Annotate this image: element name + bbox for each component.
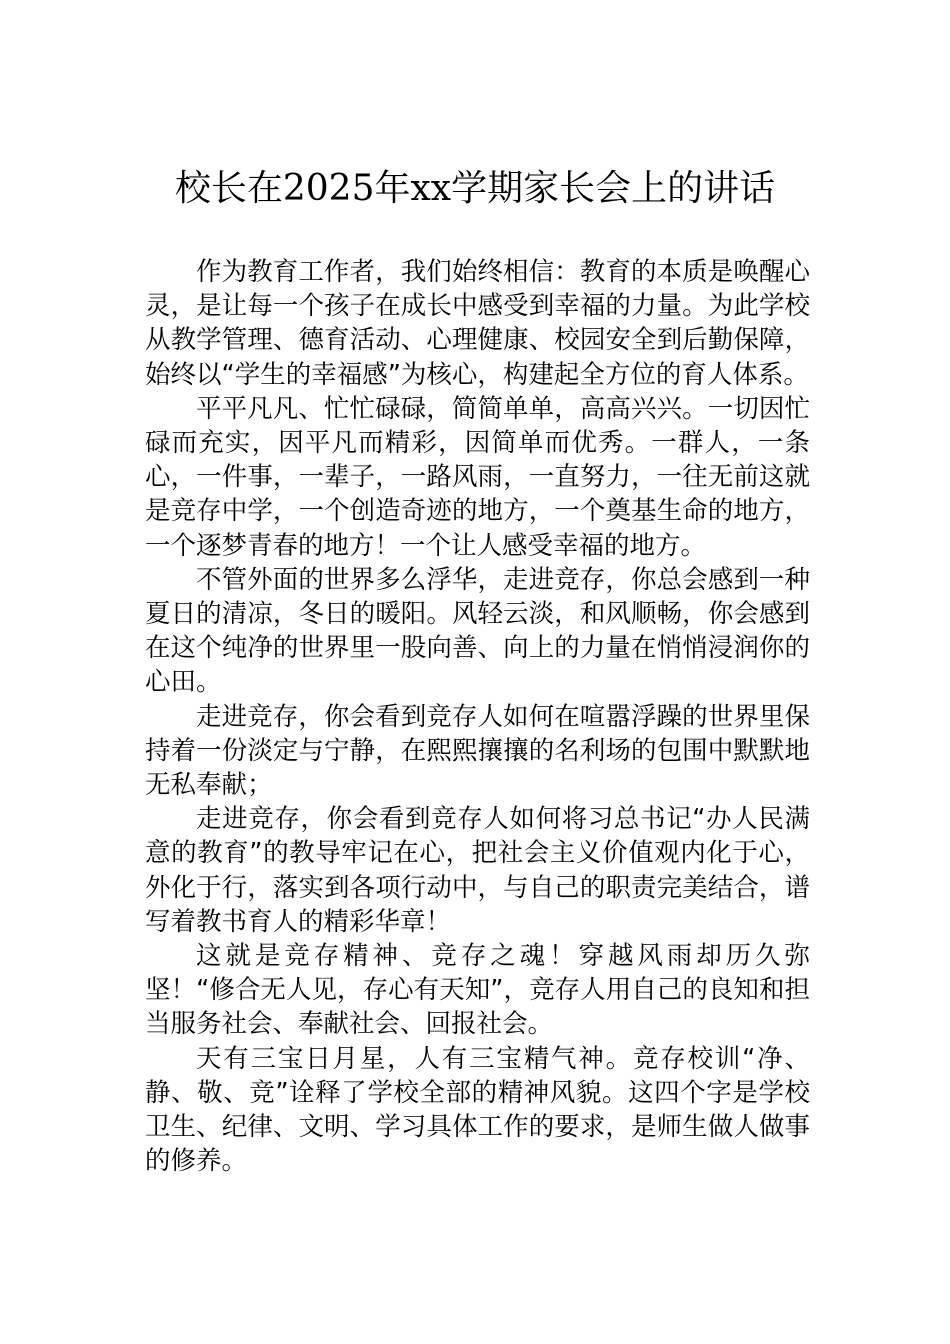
body-paragraph: 走进竞存，你会看到竞存人如何在喧嚣浮躁的世界里保持着一份淡定与宁静，在熙熙攘攘的名利场的包围中默默地无私奉献； (145, 701, 810, 801)
body-paragraph: 走进竞存，你会看到竞存人如何将习总书记“办人民满意的教育”的教导牢记在心，把社会主义价值观内化于心，外化于行，落实到各项行动中，与自己的职责完美结合，谱写着教书育人的精彩华章！ (145, 804, 810, 937)
body-paragraph: 这就是竞存精神、竞存之魂！穿越风雨却历久弥坚！“修合无人见，存心有天知”，竞存人用自己的良知和担当服务社会、奉献社会、回报社会。 (145, 941, 810, 1040)
body-paragraph: 天有三宝日月星，人有三宝精气神。竞存校训“净、静、敬、竞”诠释了学校全部的精神风貌。这四个字是学校卫生、纪律、文明、学习具体工作的要求，是师生做人做事的修养。 (145, 1043, 810, 1177)
body-paragraph: 平平凡凡、忙忙碌碌，简简单单，高高兴兴。一切因忙碌而充实，因平凡而精彩，因简单而优秀。一群人，一条心，一件事，一辈子，一路风雨，一直努力，一往无前这就是竞存中学，一个创造奇迹的地方，一个奠基生命的地方，一个逐梦青春的地方！一个让人感受幸福的地方。 (145, 393, 810, 561)
body-paragraph: 不管外面的世界多么浮华，走进竞存，你总会感到一种夏日的清凉，冬日的暖阳。风轻云淡，和风顺畅，你会感到在这个纯净的世界里一股向善、向上的力量在悄悄浸润你的心田。 (145, 564, 810, 698)
document-body (145, 255, 810, 1178)
document-title: 校长在2025年xx学期家长会上的讲话 (174, 168, 776, 209)
body-paragraph: 作为教育工作者，我们始终相信：教育的本质是唤醒心灵，是让每一个孩子在成长中感受到幸福的力量。为此学校从教学管理、德育活动、心理健康、校园安全到后勤保障，始终以“学生的幸福感”为核心，构建起全方位的育人体系。 (145, 257, 810, 390)
